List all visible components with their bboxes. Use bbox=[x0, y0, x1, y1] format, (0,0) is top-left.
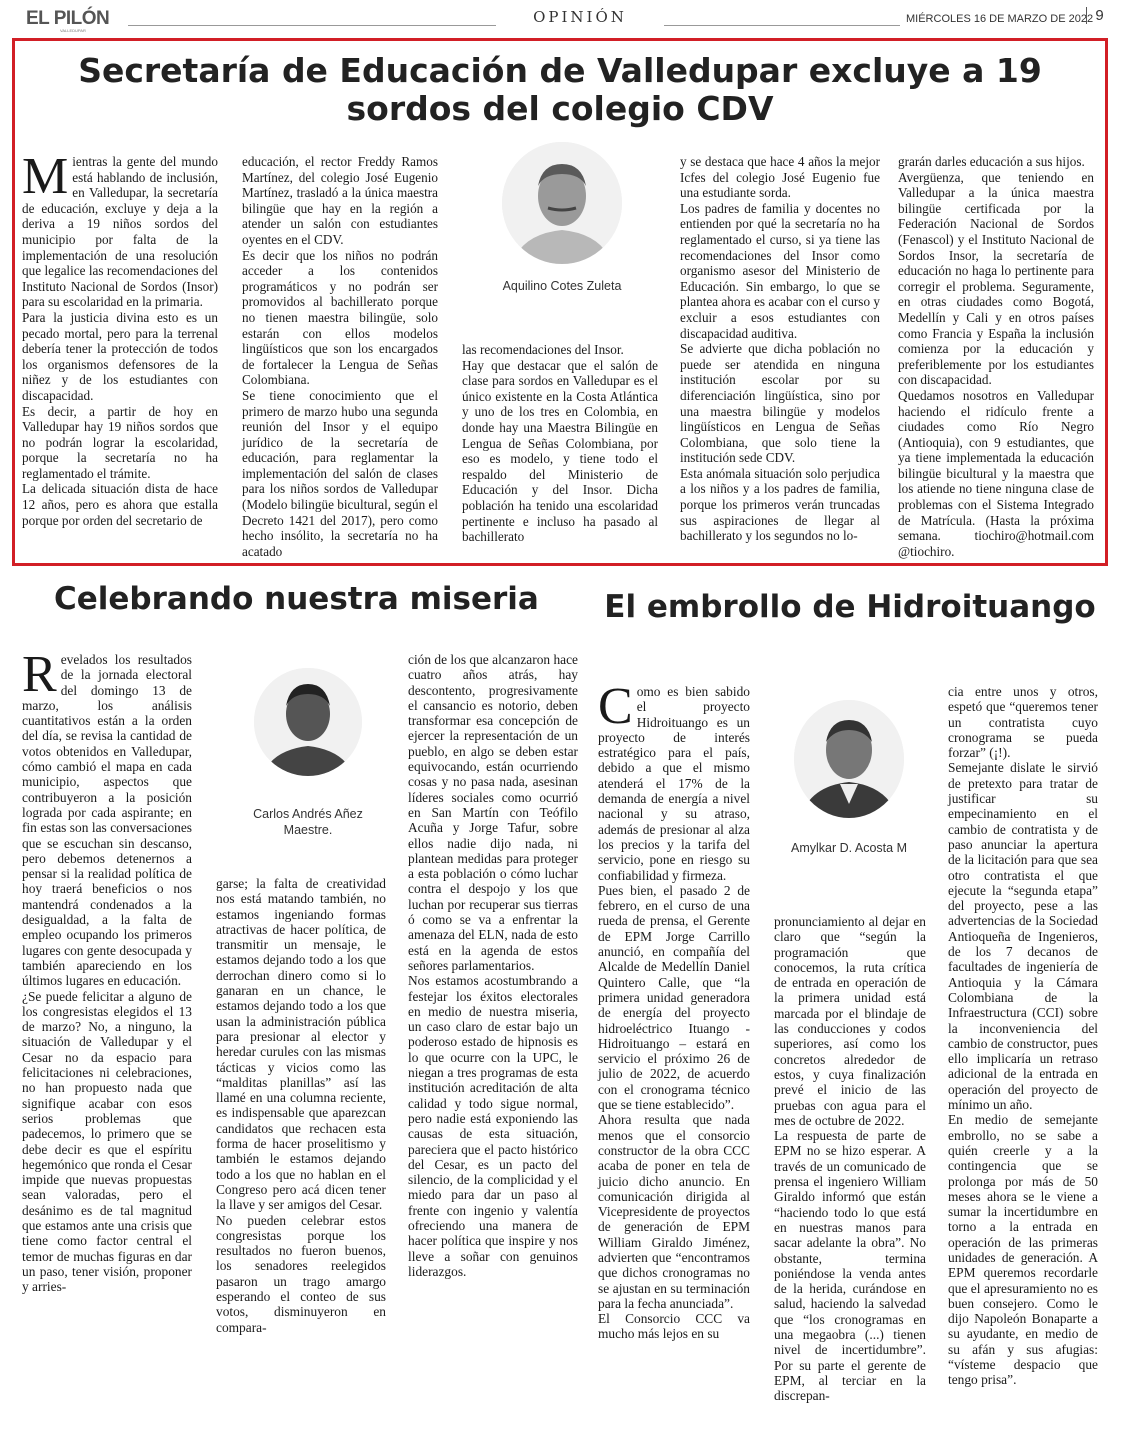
article1-column-5 bbox=[898, 154, 1094, 559]
page-number: 9 bbox=[1086, 7, 1112, 24]
header-rule-right bbox=[664, 25, 900, 26]
paragraph: Nos estamos acostumbrando a festejar los éxitos electorales en medio de nuestra miseria, un caso claro de estar bajo un poderoso estado de hipnosis es lo que ocurre con la UPC, le niegan a tres programas de esta institución acreditación de alta calidad y todo sigue normal, pero nadie está exponiendo las causas de esta situación, pareciera que el pacto histórico del Cesar, es un pacto del silencio, de la complicidad y el miedo para dar un paso al frente con ingenio y valentía ofreciendo una manera de hacer política que inspire y nos lleve a soñar con genuinos liderazgos. bbox=[408, 973, 578, 1279]
paragraph: El Consorcio CCC va mucho más lejos en su bbox=[598, 1311, 750, 1342]
portrait-image bbox=[794, 700, 904, 818]
paragraph: Los padres de familia y docentes no entienden por qué la secretaría no ha reglamentado el curso, si ya tiene las recomendaciones del Insor como organismo asesor del Ministerio de Educación. Sin embargo, lo que se plantea ahora es acabar con el curso y excluir a esos estudiantes con discapacidad auditiva. bbox=[680, 200, 880, 341]
paragraph: La delicada situación dista de hace 12 años, pero es ahora que estalla porque por orden del secretario de bbox=[22, 481, 218, 528]
author-role: Maestre. bbox=[283, 823, 333, 837]
article3-column-3 bbox=[948, 684, 1098, 1388]
article2-column-1 bbox=[22, 646, 192, 1295]
paragraph: Pues bien, el pasado 2 de febrero, en el curso de una rueda de prensa, el Gerente de EPM Jorge Carrillo anunció, en compañía del Alcalde de Medellín Daniel Quintero Calle, que “la primera unidad generadora de energía del proyecto hidroeléctrico Ituango - Hidroituango – estará en servicio el próximo 26 de julio de 2022, de acuerdo con el cronograma técnico que se tiene establecido”. bbox=[598, 882, 750, 1113]
paragraph: No pueden celebrar estos congresistas porque los resultados no fueron buenos, los senadores reelegidos pasaron un trago amargo esperando el conteo de sus votos, disminuyeron en compara- bbox=[216, 1212, 386, 1335]
author-photo-amylkar bbox=[794, 700, 904, 818]
header-rule-left bbox=[128, 25, 496, 26]
article2-title: Celebrando nuestra miseria bbox=[54, 581, 539, 617]
article3-author-caption: Amylkar D. Acosta M bbox=[791, 841, 907, 855]
paragraph: educación, el rector Freddy Ramos Martínez, del colegio José Eugenio Martínez, trasladó a la única maestra bilingüe que hay en la región a atender un salón con estudiantes oyentes en el CDV. bbox=[242, 154, 438, 247]
article1-column-3 bbox=[462, 342, 658, 545]
paragraph: Hay que destacar que el salón de clase para sordos en Valledupar es el único existente en la Costa Atlántica y uno de los tres en Colombia, en donde hay una Maestra Bilingüe en Lengua de Señas Colombiana, por eso es modelo, y tiene todo el respaldo del Ministerio de Educación y del Insor. Dicha población ha tenido una escolaridad pertinente e incluso ha pasado al bachillerato bbox=[462, 357, 658, 545]
paragraph: pronunciamiento al dejar en claro que “según la programación que conocemos, la ruta crítica de entrada en operación de la primera unidad está marcada por el blindaje de las conducciones y codos superiores, así como los concretos alrededor de estos, y cuya finalización prevé el inicio de las pruebas con agua para el mes de octubre de 2022. bbox=[774, 914, 926, 1128]
article1-column-4 bbox=[680, 154, 880, 544]
paragraph: y se destaca que hace 4 años la mejor Icfes del colegio José Eugenio fue una estudiante sorda. bbox=[680, 154, 880, 201]
paragraph: Es decir que los niños no podrán acceder a los contenidos programáticos y no podrán ser promovidos al bachillerato porque no tienen maestra bilingüe, solo estarán con ellos modelos lingüísticos que son los encargados de fortalecer la Lengua de Señas Colombiana. bbox=[242, 247, 438, 388]
paragraph: ¿Se puede felicitar a alguno de los congresistas elegidos el 13 de marzo? No, a ninguno, la situación de Valledupar y el Cesar no da espacio para felicitaciones ni celebraciones, no han propuesto nada que signifique acabar con esos serios problemas que padecemos, lo primero que se debe decir es que el espíritu hegemónico que ronda el Cesar impide que nuevas propuestas sean valoradas, pero el desánimo es de tal magnitud que estamos ante una crisis que tiene como factor central el temor de muchas figuras en dar un paso, tener visión, proponer y arries- bbox=[22, 988, 192, 1295]
author-photo-aquilino bbox=[502, 142, 622, 264]
paragraph: Se tiene conocimiento que el primero de marzo hubo una segunda reunión del Insor y el equipo jurídico de la secretaría de educación, para reglamentar la implementación del salón de clases para los niños sordos de Valledupar (Modelo bilingüe bicultural, según el Decreto 1421 del 2017), pero como hecho insólito, la secretaría no ha acatado bbox=[242, 387, 438, 559]
article2-dropcap: R bbox=[22, 646, 57, 703]
article2-column-2 bbox=[216, 876, 386, 1335]
article3-column-2 bbox=[774, 914, 926, 1404]
article3-dropcap: C bbox=[598, 678, 633, 735]
logo-subtitle: VALLEDUPAR bbox=[60, 28, 86, 33]
section-title: OPINIÓN bbox=[533, 8, 627, 26]
paragraph: Avergüenza, que teniendo en Valledupar a la única maestra bilingüe certificada por la Federación Nacional de Sordos (Fenascol) y el Instituto Nacional de Sordos Insor, la secretaría de educación no haga lo pertinente para corregir el problema. Seguramente, en otras ciudades como Bogotá, Medellín y Cali y en otros países como Francia y España la inclusión comienza por la educación y preferiblemente por los estudiantes con discapacidad. bbox=[898, 169, 1094, 388]
article1-author-caption: Aquilino Cotes Zuleta bbox=[502, 279, 622, 293]
article2-column-3 bbox=[408, 652, 578, 1279]
paragraph: Es decir, a partir de hoy en Valledupar hay 19 niños sordos que no podrán lograr la escolaridad, porque la secretaría no ha reglamentado el trámite. bbox=[22, 403, 218, 481]
portrait-image bbox=[502, 142, 622, 264]
article1-column-2 bbox=[242, 154, 438, 559]
paragraph: ientras la gente del mundo está hablando de inclusión, en Valledupar, la secretaría de educación, excluye y deja a la deriva a 19 niños sordos del municipio por falta de la implementación de una resolución que legalice las recomendaciones del Instituto Nacional de Sordos (Insor) para su escolaridad en la primaria. bbox=[22, 154, 218, 310]
article1-column-1 bbox=[22, 148, 218, 528]
paragraph: garse; la falta de creatividad nos está matando también, no estamos ingeniando formas atractivas de hacer política, de transmitir un mensaje, le estamos dejando todo a los que derrochan dinero como si lo ganaran en un chance, le estamos dejando todo a los que usan la administración pública para presionar al elector y heredar curules con las mismas tácticas y vicios como las “malditas planillas” así las llamé en una columna reciente, es indispensable que aparezcan candidatos que rechacen esta forma de hacer proselitismo y también le estamos dejando todo a los que no hablan en el Congreso pero acá dicen tener la llave y ser amigos del Cesar. bbox=[216, 876, 386, 1213]
paragraph: Esta anómala situación solo perjudica a los niños y a los padres de familia, porque los primeros verán truncadas sus aspiraciones de llegar al bachillerato y los segundos no lo- bbox=[680, 465, 880, 544]
author-name: Carlos Andrés Añez bbox=[253, 807, 363, 821]
article3-title: El embrollo de Hidroituango bbox=[604, 589, 1096, 625]
paragraph: Ahora resulta que nada menos que el consorcio constructor de la obra CCC acaba de poner en tela de juicio dicho anuncio. En comunicación dirigida al Vicepresidente de proyectos de generación de EPM William Giraldo Jiménez, advierten que “encontramos que dichos cronogramas no se ajustan en su terminación para la fecha anunciada”. bbox=[598, 1112, 750, 1311]
paragraph: Se advierte que dicha población no puede ser atendida en ninguna institución escolar por su diferenciación lingüística, sino por una maestra bilingüe y modelos lingüísticos en Lengua de Señas Colombiana, que solo tiene la institución sede CDV. bbox=[680, 341, 880, 466]
paragraph: las recomendaciones del Insor. bbox=[462, 342, 624, 357]
paragraph: En medio de semejante embrollo, no se sabe a quién creerle y a la contingencia que se prolonga por más de 50 meses ahora se le viene a sumar la incertidumbre en torno a la entrada en operación de las primeras unidades de generación. A EPM queremos recordarle que el apresuramiento no es buen consejero. Como le dijo Napoleón Bonaparte a su ayudante, en medio de su afán y sus afugias: “vísteme despacio que tengo prisa”. bbox=[948, 1112, 1098, 1388]
masthead bbox=[16, 6, 1112, 32]
paragraph: grarán darles educación a sus hijos. bbox=[898, 154, 1085, 169]
paragraph: Quedamos nosotros en Valledupar haciendo el ridículo frente a ciudades como Río Negro (Antioquia), con 9 estudiantes, que ya tiene implementada la educación bilingüe bicultural y la maestra que los atiende no tiene ninguna clase de problemas con el Sistema Integrado de Matrícula. (Hasta la próxima semana. tiochiro@hotmail.com @tiochiro. bbox=[898, 387, 1094, 559]
portrait-image bbox=[254, 668, 362, 776]
newspaper-logo: EL PILÓN bbox=[26, 8, 110, 29]
issue-date: MIÉRCOLES 16 DE MARZO DE 2022 bbox=[906, 13, 1094, 25]
paragraph: Semejante dislate le sirvió de pretexto para tratar de justificar su empecinamiento en el cambio de contratista y de paso anunciar la apertura de la licitación para que sea otro contratista el que ejecute la “segunda etapa” del proyecto, pese a las advertencias de la Sociedad Antioqueña de Ingenieros, de los 7 decanos de facultades de ingeniería de Antioquia y la Cámara Colombiana de la Infraestructura (CCI) sobre la inconveniencia del cambio de constructor, pues ello implicaría un retraso adicional de la entrada en operación del proyecto de mínimo un año. bbox=[948, 760, 1098, 1113]
paragraph: cia entre unos y otros, espetó que “queremos tener un contratista cuyo cronograma se pueda forzar” (¡!). bbox=[948, 684, 1098, 761]
paragraph: ción de los que alcanzaron hace cuatro años atrás, hay descontento, progresivamente el cansancio es notorio, deben transformar esa concepción de ejercer la representación de un pueblo, en algo se deben estar equivocando, están ocurriendo cosas y no pasa nada, asesinan líderes sociales como ocurrió en San Martín con Teófilo Acuña y Jorge Tafur, sobre ellos nadie dijo nada, ni plantean medidas para proteger a esta población o cómo luchar contra el despojo y los que luchan por recuperar sus tierras ó como se va a enfrentar la amenaza del ELN, nada de esto está en la agenda de estos señores parlamentarios. bbox=[408, 652, 578, 973]
article3-column-1 bbox=[598, 678, 750, 1342]
author-photo-carlos bbox=[254, 668, 362, 776]
paragraph: omo es bien sabido el proyecto Hidroituango es un proyecto de interés estratégico para el país, debido a que el mismo atenderá el 17% de la demanda de energía a nivel nacional y su atraso, además de presionar al alza los precios y la tarifa del servicio, pone en riesgo su confiabilidad y firmeza. bbox=[598, 684, 750, 883]
article1-title: Secretaría de Educación de Valledupar excluye a 19 sordos del colegio CDV bbox=[78, 51, 1042, 128]
paragraph: evelados los resultados de la jornada electoral del domingo 13 de marzo, los análisis cuantitativos están a la orden del día, se revisa la cantidad de votos obtenidos en Valledupar, cómo cambió el mapa en cada municipio, aspectos que contribuyeron a la posición lograda por cada aspirante; en fin estas son las conversaciones que se escuchan sin descanso, pero debemos detenernos a pensar si la realidad política de hoy traerá beneficios o nos mantendrá condenados a la desigualdad, a la falta de empleo ocupando los primeros lugares con gente desocupada y también apareciendo en los últimos lugares en educación. bbox=[22, 652, 192, 989]
paragraph: Para la justicia divina esto es un pecado mortal, pero para la terrenal debería tener la protección de todos los organismos defensores de la niñez y de los estudiantes con discapacidad. bbox=[22, 309, 218, 403]
article2-author-caption bbox=[218, 806, 398, 838]
article1-dropcap: M bbox=[22, 148, 69, 205]
paragraph: La respuesta de parte de EPM no se hizo esperar. A través de un comunicado de prensa el ingeniero William Giraldo informó que están “haciendo todo lo que está en nuestras manos para sacar adelante la obra”. No obstante, termina poniéndose la venda antes de la herida, curándose en salud, haciendo la salvedad que “los cronogramas en una megaobra (...) tienen nivel de incertidumbre”. Por su parte el gerente de EPM, al terciar en la discrepan- bbox=[774, 1128, 926, 1404]
